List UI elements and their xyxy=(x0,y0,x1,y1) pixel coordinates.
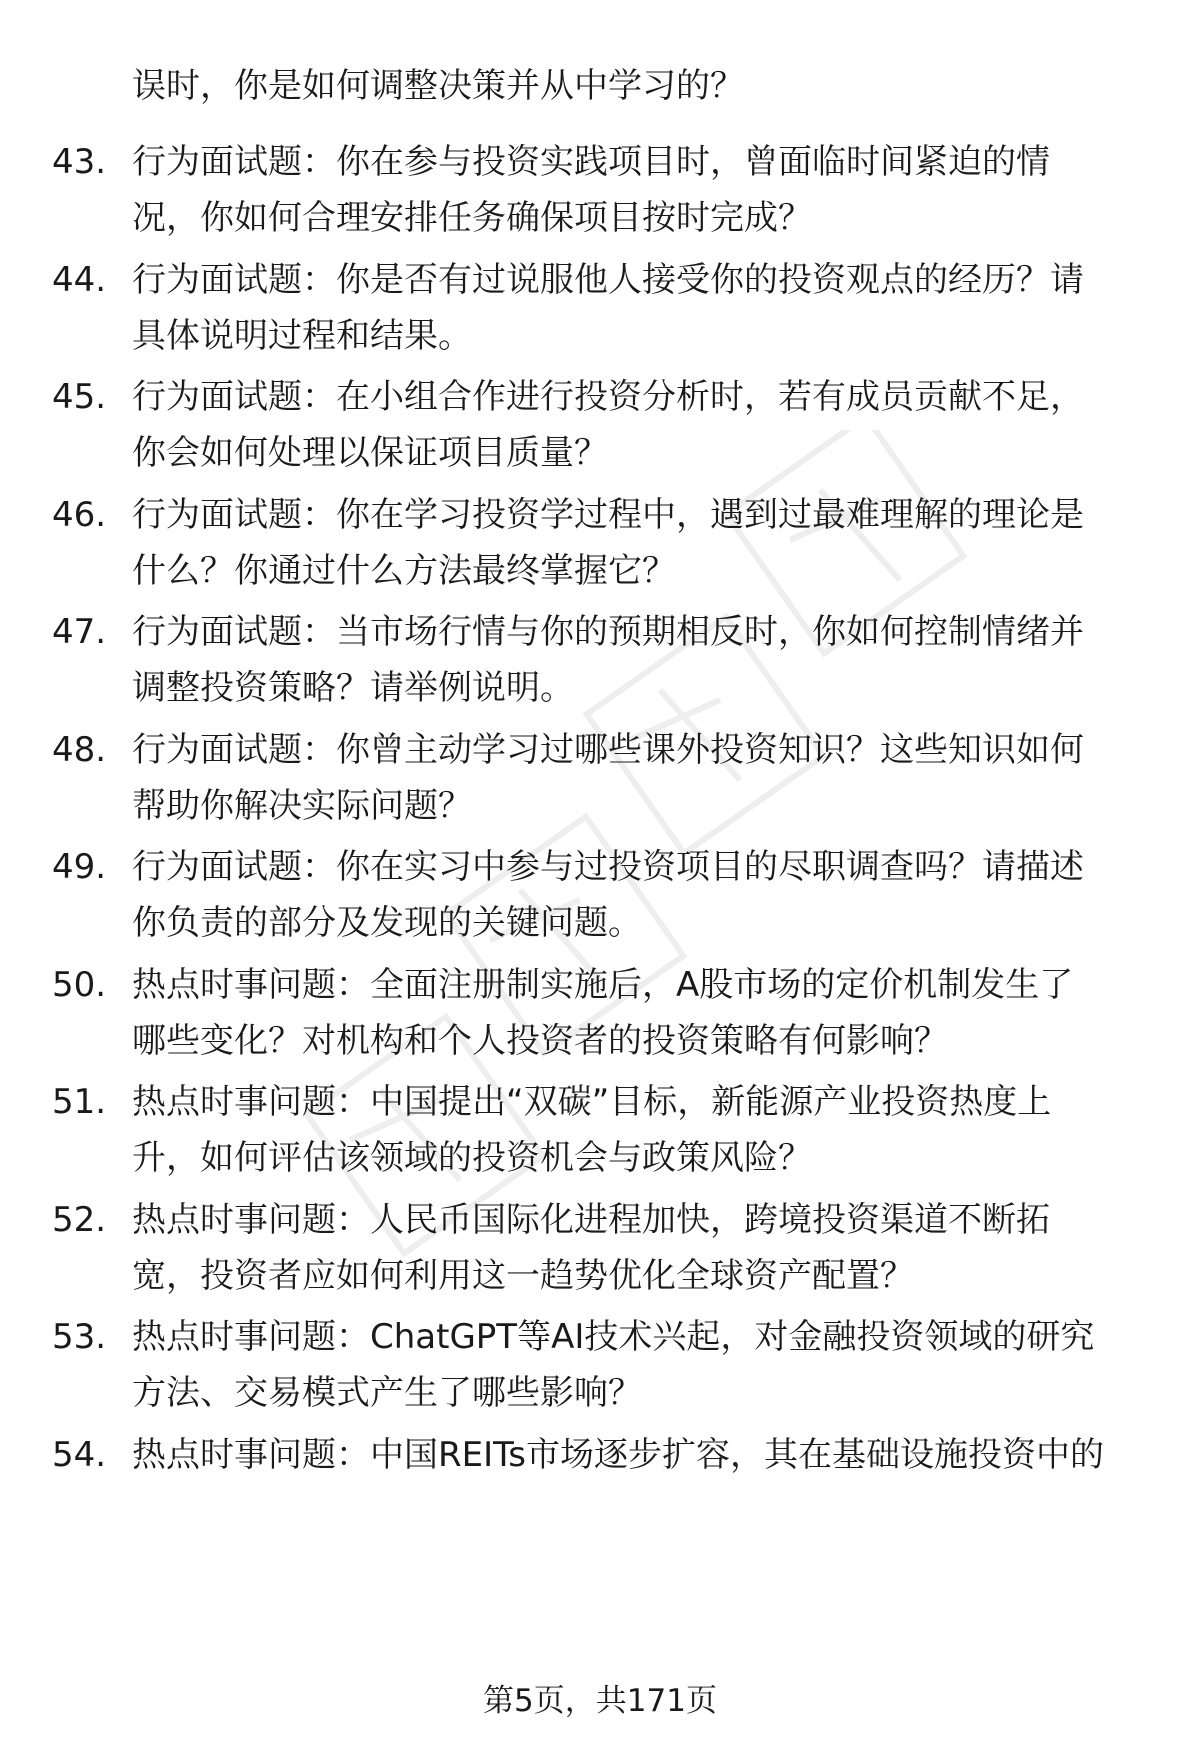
question-number: 44. xyxy=(52,259,107,300)
question-text-line-2: 具体说明过程和结果。 xyxy=(132,315,472,356)
question-text-line-2: 况，你如何合理安排任务确保项目按时完成？ xyxy=(132,198,812,238)
question-text-line-2: 调整投资策略？请举例说明。 xyxy=(132,668,574,708)
continuation-line: 误时，你是如何调整决策并从中学习的？ xyxy=(132,66,744,106)
question-number: 54. xyxy=(52,1434,107,1475)
question-text-line-1: 行为面试题：当市场行情与你的预期相反时，你如何控制情绪并 xyxy=(132,612,1084,652)
question-text-line-1: 热点时事问题：全面注册制实施后，A股市场的定价机制发生了 xyxy=(132,964,1074,1005)
question-number: 50. xyxy=(52,964,107,1005)
question-number: 52. xyxy=(52,1199,107,1240)
question-text-line-1: 热点时事问题：中国提出“双碳”目标，新能源产业投资热度上 xyxy=(132,1082,1052,1122)
question-number: 45. xyxy=(52,377,107,417)
page-footer: 第5页，共171页 xyxy=(483,1683,717,1719)
question-text-line-1: 热点时事问题：中国REITs市场逐步扩容，其在基础设施投资中的 xyxy=(132,1434,1104,1475)
question-text-line-1: 行为面试题：你是否有过说服他人接受你的投资观点的经历？请 xyxy=(132,259,1084,300)
question-text-line-2: 升，如何评估该领域的投资机会与政策风险？ xyxy=(132,1138,812,1178)
question-text-line-1: 行为面试题：你曾主动学习过哪些课外投资知识？这些知识如何 xyxy=(132,729,1084,770)
question-text-line-1: 行为面试题：你在参与投资实践项目时，曾面临时间紧迫的情 xyxy=(132,142,1050,182)
question-number: 51. xyxy=(52,1082,107,1122)
question-text-line-2: 什么？你通过什么方法最终掌握它？ xyxy=(132,550,676,591)
question-text-line-2: 你负责的部分及发现的关键问题。 xyxy=(132,903,642,943)
question-number: 49. xyxy=(52,847,107,887)
question-text-line-1: 行为面试题：你在实习中参与过投资项目的尽职调查吗？请描述 xyxy=(132,847,1084,887)
question-text-line-2: 帮助你解决实际问题？ xyxy=(132,785,472,826)
question-text-line-1: 热点时事问题：人民币国际化进程加快，跨境投资渠道不断拓 xyxy=(132,1199,1050,1240)
question-text-line-1: 行为面试题：在小组合作进行投资分析时，若有成员贡献不足， xyxy=(132,377,1084,417)
question-text-line-1: 热点时事问题：ChatGPT等AI技术兴起，对金融投资领域的研究 xyxy=(132,1317,1095,1357)
question-number: 53. xyxy=(52,1317,107,1357)
question-text-line-1: 行为面试题：你在学习投资学过程中，遇到过最难理解的理论是 xyxy=(132,494,1084,535)
question-text-line-2: 你会如何处理以保证项目质量？ xyxy=(132,433,608,473)
question-number: 47. xyxy=(52,612,107,652)
question-number: 48. xyxy=(52,729,107,770)
question-text-line-2: 哪些变化？对机构和个人投资者的投资策略有何影响？ xyxy=(132,1020,948,1061)
question-text-line-2: 方法、交易模式产生了哪些影响？ xyxy=(132,1373,642,1413)
question-text-line-2: 宽，投资者应如何利用这一趋势优化全球资产配置？ xyxy=(132,1255,914,1296)
question-number: 43. xyxy=(52,142,107,182)
question-number: 46. xyxy=(52,494,107,535)
